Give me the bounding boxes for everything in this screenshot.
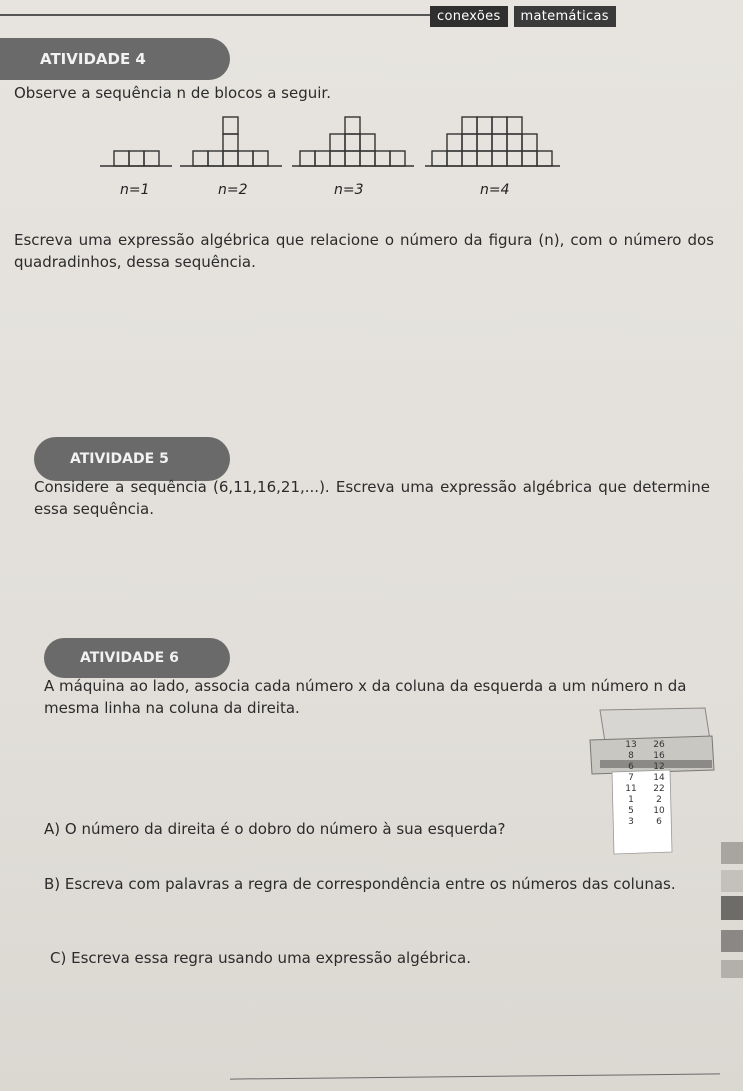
- edge-strip: [721, 960, 743, 978]
- atividade6-item-a: A) O número da direita é o dobro do número à sua esquerda?: [44, 820, 506, 838]
- block-figures-svg: [0, 0, 743, 220]
- machine-left-value: 5: [628, 806, 634, 816]
- machine-right-value: 26: [653, 740, 665, 750]
- header-tag-matematicas: matemáticas: [514, 6, 616, 27]
- figure-n4: [425, 117, 560, 166]
- machine-right-value: 2: [656, 795, 662, 805]
- number-machine: [560, 700, 720, 860]
- machine-left-value: 3: [628, 817, 634, 827]
- machine-left-value: 13: [625, 740, 637, 750]
- atividade5-title: ATIVIDADE 5: [34, 437, 230, 481]
- machine-right-value: 14: [653, 773, 665, 783]
- atividade6-intro: A máquina ao lado, associa cada número x da coluna da esquerda a um número n da mesma linha na coluna da direita.: [44, 677, 687, 717]
- machine-right-value: 16: [653, 751, 665, 761]
- edge-strip: [721, 930, 743, 952]
- edge-strip: [721, 870, 743, 892]
- atividade6-title: ATIVIDADE 6: [44, 638, 230, 678]
- machine-left-value: 8: [628, 751, 634, 761]
- figure-n3: [292, 117, 414, 166]
- bottom-rule: [230, 1073, 720, 1079]
- atividade4-title: ATIVIDADE 4: [0, 38, 230, 80]
- atividade6-item-c: C) Escreva essa regra usando uma expressão algébrica.: [50, 949, 472, 967]
- figure-label-n3: n=3: [334, 182, 364, 198]
- atividade4-question: Escreva uma expressão algébrica que relacione o número da figura (n), com o número dos quadradinhos, dessa sequência.: [14, 231, 714, 271]
- figure-label-n2: n=2: [218, 182, 248, 198]
- machine-left-column: [620, 740, 642, 828]
- figure-n2: [180, 117, 282, 166]
- header-tag-conexoes: conexões: [430, 6, 508, 27]
- machine-right-value: 22: [653, 784, 665, 794]
- figure-label-n1: n=1: [120, 182, 150, 198]
- atividade6-item-b: B) Escreva com palavras a regra de correspondência entre os números das colunas.: [44, 875, 676, 893]
- edge-strip: [721, 842, 743, 864]
- machine-right-value: 6: [656, 817, 662, 827]
- machine-left-value: 11: [625, 784, 637, 794]
- figure-n1: [100, 151, 172, 166]
- machine-right-value: 12: [653, 762, 665, 772]
- figure-label-n4: n=4: [480, 182, 510, 198]
- edge-strip: [721, 896, 743, 920]
- atividade5-question: Considere a sequência (6,11,16,21,...). Escreva uma expressão algébrica que determine essa sequência.: [34, 478, 710, 518]
- atividade4-intro: Observe a sequência n de blocos a seguir.: [14, 84, 331, 102]
- machine-right-column: [646, 740, 672, 828]
- machine-left-value: 7: [628, 773, 634, 783]
- machine-left-value: 6: [628, 762, 634, 772]
- machine-left-value: 1: [628, 795, 634, 805]
- machine-right-value: 10: [653, 806, 665, 816]
